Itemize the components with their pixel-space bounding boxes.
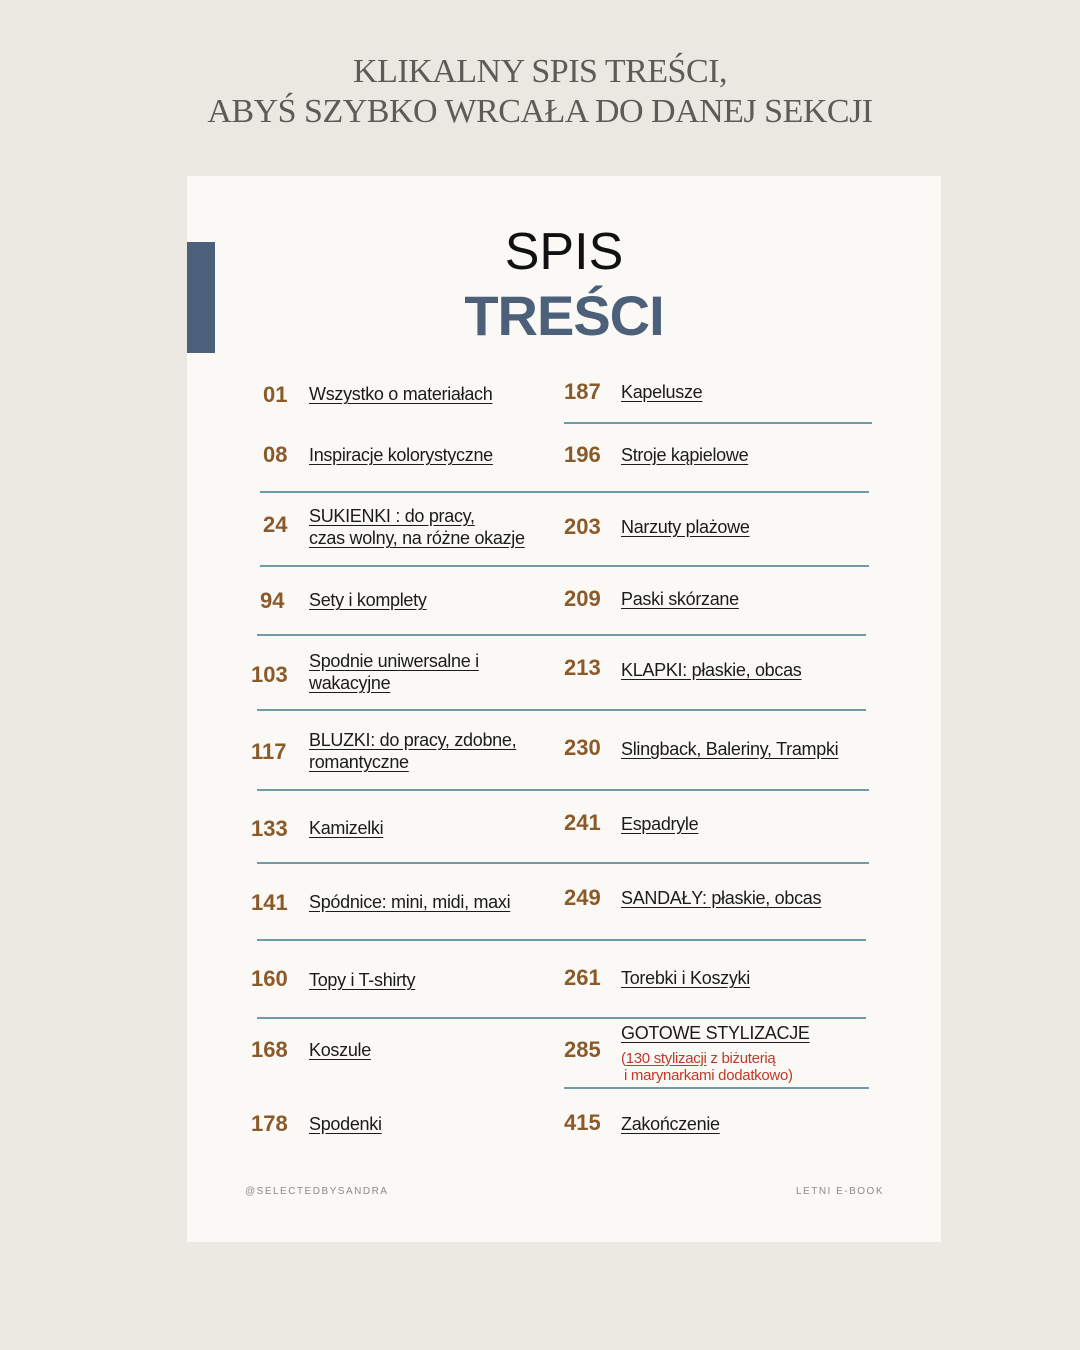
toc-title-line-1: SPIS bbox=[504, 223, 624, 281]
toc-page-number: 415 bbox=[564, 1110, 601, 1135]
toc-link-line-2[interactable]: czas wolny, na różne okazje bbox=[309, 528, 525, 548]
toc-link[interactable]: Espadryle bbox=[621, 814, 699, 834]
toc-page-number: 249 bbox=[564, 885, 601, 910]
toc-title-line-2: TREŚCI bbox=[464, 284, 664, 347]
toc-link[interactable]: SUKIENKI : do pracy, bbox=[309, 506, 475, 526]
toc-link[interactable]: Wszystko o materiałach bbox=[309, 384, 493, 404]
toc-card bbox=[187, 176, 941, 1242]
toc-link[interactable]: Narzuty plażowe bbox=[621, 517, 750, 537]
toc-link[interactable]: Sety i komplety bbox=[309, 590, 427, 610]
toc-page-number: 213 bbox=[564, 655, 601, 680]
toc-link[interactable]: Slingback, Baleriny, Trampki bbox=[621, 739, 839, 759]
toc-page-number: 209 bbox=[564, 586, 601, 611]
toc-link[interactable]: Stroje kąpielowe bbox=[621, 445, 749, 465]
toc-link[interactable]: Spódnice: mini, midi, maxi bbox=[309, 892, 511, 912]
toc-page-number: 141 bbox=[251, 890, 288, 915]
toc-page-number: 285 bbox=[564, 1037, 601, 1062]
toc-link[interactable]: Koszule bbox=[309, 1040, 371, 1060]
toc-page-number: 117 bbox=[251, 739, 287, 764]
divider bbox=[257, 709, 866, 711]
divider bbox=[260, 565, 869, 567]
toc-link-line-2[interactable]: romantyczne bbox=[309, 752, 409, 772]
toc-link[interactable]: SANDAŁY: płaskie, obcas bbox=[621, 888, 822, 908]
toc-page-number: 241 bbox=[564, 810, 601, 835]
toc-link[interactable]: Kamizelki bbox=[309, 818, 384, 838]
divider bbox=[257, 634, 866, 636]
toc-page-number: 08 bbox=[263, 442, 288, 467]
toc-page-number: 196 bbox=[564, 442, 601, 467]
toc-page-number: 01 bbox=[263, 382, 288, 407]
toc-link[interactable]: GOTOWE STYLIZACJE bbox=[621, 1023, 810, 1043]
toc-link[interactable]: BLUZKI: do pracy, zdobne, bbox=[309, 730, 517, 750]
divider bbox=[257, 789, 869, 791]
divider bbox=[257, 939, 866, 941]
toc-page-number: 230 bbox=[564, 735, 601, 760]
accent-bar bbox=[187, 242, 215, 353]
footer-handle: @SELECTEDBYSANDRA bbox=[245, 1186, 389, 1197]
toc-page-number: 24 bbox=[263, 512, 288, 537]
toc-page-number: 160 bbox=[251, 966, 288, 991]
heading-line-2: ABYŚ SZYBKO WRCAŁA DO DANEJ SEKCJI bbox=[207, 93, 873, 130]
toc-page-number: 133 bbox=[251, 816, 288, 841]
divider bbox=[260, 491, 869, 493]
toc-link[interactable]: Kapelusze bbox=[621, 382, 703, 402]
toc-link[interactable]: Paski skórzane bbox=[621, 589, 739, 609]
toc-note-line-1: (130 stylizacji z biżuterią bbox=[621, 1050, 776, 1067]
toc-link[interactable]: Spodnie uniwersalne i bbox=[309, 651, 479, 671]
toc-link[interactable]: Inspiracje kolorystyczne bbox=[309, 445, 493, 465]
footer-label: LETNI E-BOOK bbox=[795, 1186, 884, 1197]
toc-note-line-2: i marynarkami dodatkowo) bbox=[624, 1067, 793, 1084]
toc-page-number: 178 bbox=[251, 1111, 288, 1136]
toc-link[interactable]: Zakończenie bbox=[621, 1114, 720, 1134]
toc-page-number: 203 bbox=[564, 514, 601, 539]
toc-link[interactable]: KLAPKI: płaskie, obcas bbox=[621, 660, 802, 680]
toc-note-link[interactable]: 130 stylizacji bbox=[625, 1050, 707, 1067]
heading-line-1: KLIKALNY SPIS TREŚCI, bbox=[353, 53, 727, 90]
toc-page-number: 168 bbox=[251, 1037, 288, 1062]
page-heading bbox=[0, 52, 1080, 132]
divider bbox=[257, 1017, 866, 1019]
toc-page-number: 103 bbox=[251, 662, 288, 687]
toc-link[interactable]: Spodenki bbox=[309, 1114, 382, 1134]
toc-page-number: 187 bbox=[564, 379, 601, 404]
divider bbox=[564, 1087, 869, 1089]
toc-link[interactable]: Torebki i Koszyki bbox=[621, 968, 750, 988]
toc-link[interactable]: Topy i T-shirty bbox=[309, 970, 416, 990]
toc-page-number: 261 bbox=[564, 965, 601, 990]
divider bbox=[257, 862, 869, 864]
toc-page-number: 94 bbox=[260, 588, 285, 613]
divider bbox=[564, 422, 872, 424]
toc-link-line-2[interactable]: wakacyjne bbox=[309, 673, 391, 693]
